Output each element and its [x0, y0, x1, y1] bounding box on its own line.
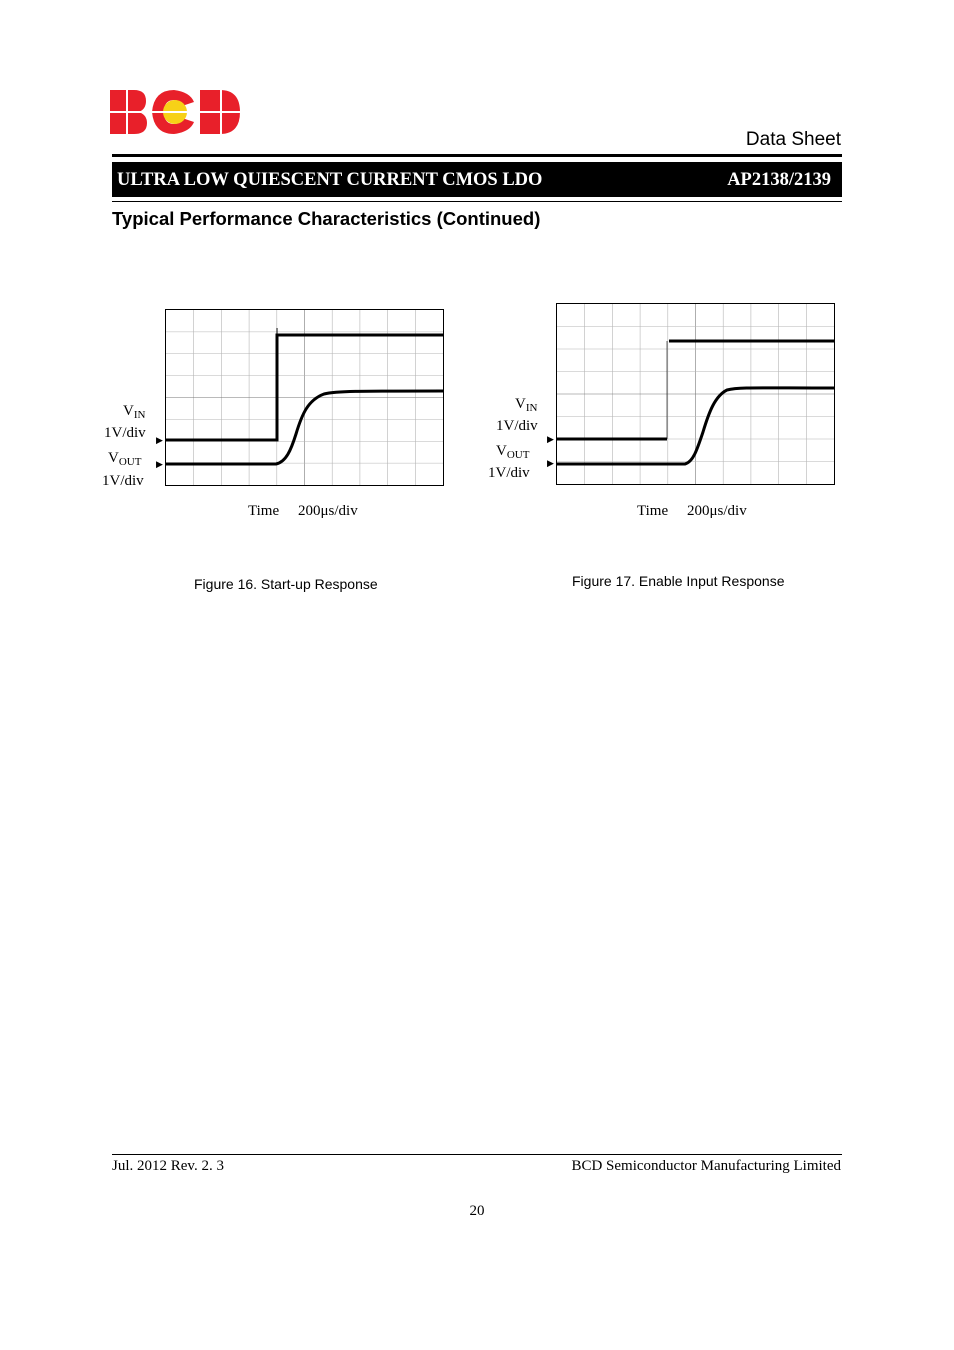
- time-scale-2: 200μs/div: [687, 503, 747, 519]
- company-name: BCD Semiconductor Manufacturing Limited: [571, 1158, 841, 1174]
- vout-label-1: $V_{OUT}$: [108, 450, 142, 468]
- vout-label-2: $V_{OUT}$: [496, 443, 530, 461]
- oscilloscope-plot-startup: [165, 309, 444, 486]
- vout-scale-2: 1V/div: [488, 465, 530, 481]
- figure-17-caption: Figure 17. Enable Input Response: [572, 573, 785, 589]
- scope-grid: [557, 304, 834, 484]
- page-number: 20: [469, 1203, 485, 1219]
- title-bar: [112, 162, 842, 197]
- vin-scale-1: 1V/div: [104, 425, 146, 441]
- document-title: ULTRA LOW QUIESCENT CURRENT CMOS LDO: [117, 170, 543, 190]
- header-rule-thin: [112, 201, 842, 202]
- part-number: AP2138/2139: [727, 170, 831, 190]
- oscilloscope-plot-enable: [556, 303, 835, 485]
- footer-rule: [112, 1154, 842, 1155]
- vin-label-1: $V_{IN}$: [123, 403, 146, 421]
- time-label-1: Time: [248, 503, 280, 519]
- vin-label-2: $V_{IN}$: [515, 396, 538, 414]
- figure-16-caption: Figure 16. Start-up Response: [194, 576, 378, 592]
- doc-type-label: Data Sheet: [745, 129, 841, 150]
- revision-date: Jul. 2012 Rev. 2. 3: [112, 1158, 224, 1174]
- vout-scale-1: 1V/div: [102, 473, 144, 489]
- vin-ground-marker-1: ▶: [156, 435, 163, 445]
- vin-ground-marker-2: ▶: [547, 434, 554, 444]
- bcd-logo: [108, 88, 242, 136]
- time-scale-1: 200μs/div: [298, 503, 358, 519]
- vin-scale-2: 1V/div: [496, 418, 538, 434]
- header-rule-thick: [112, 154, 842, 157]
- time-label-2: Time: [637, 503, 669, 519]
- vout-ground-marker-1: ▶: [156, 459, 163, 469]
- vout-ground-marker-2: ▶: [547, 458, 554, 468]
- section-heading: Typical Performance Characteristics (Continued): [112, 208, 541, 229]
